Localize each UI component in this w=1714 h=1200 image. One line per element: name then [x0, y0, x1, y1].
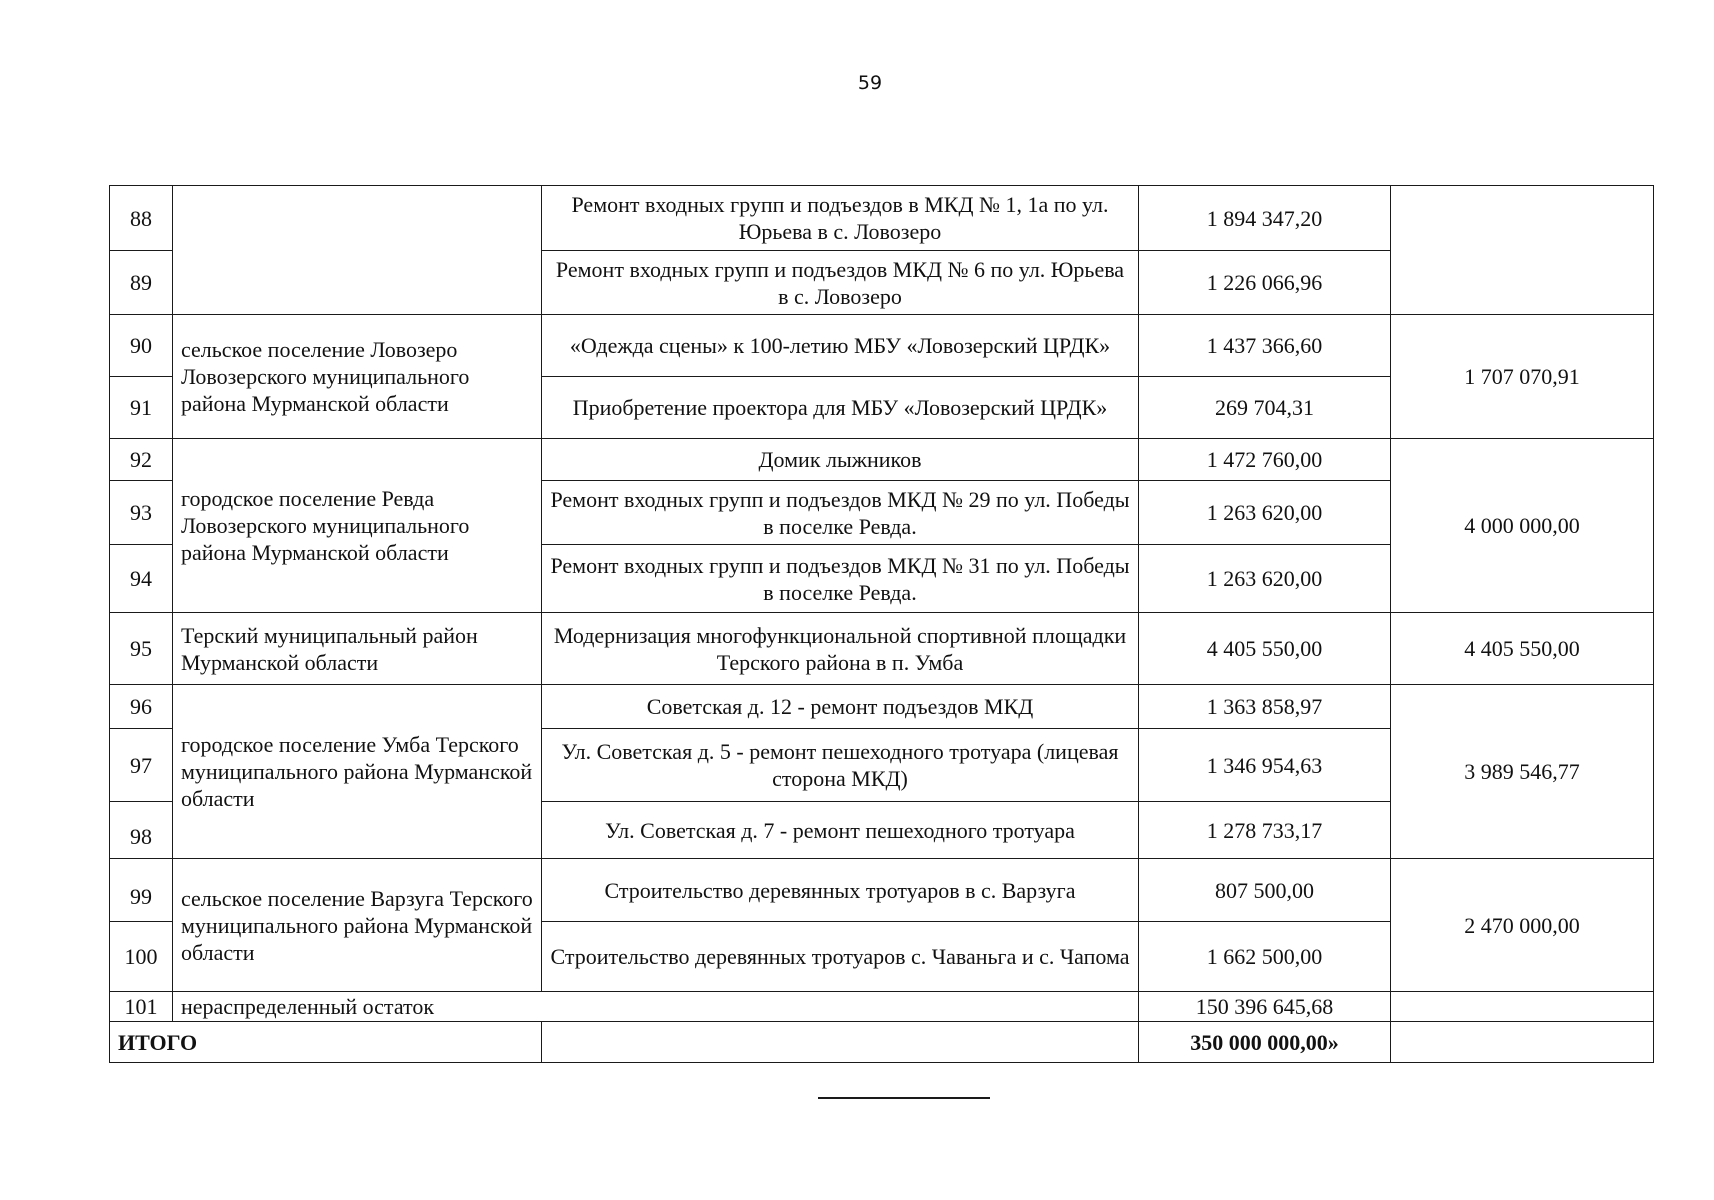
row-number: 100 [110, 922, 173, 992]
project-amount: 1 278 733,17 [1139, 802, 1391, 859]
project-name: Советская д. 12 - ремонт подъездов МКД [542, 685, 1139, 729]
project-name: Ул. Советская д. 5 - ремонт пешеходного тротуара (лицевая сторона МКД) [542, 729, 1139, 802]
empty-cell [542, 1022, 1139, 1063]
project-name: Приобретение проектора для МБУ «Ловозерский ЦРДК» [542, 377, 1139, 439]
row-number: 91 [110, 377, 173, 439]
table-row [110, 859, 1654, 922]
row-number: 97 [110, 729, 173, 802]
settlement-total: 1 707 070,91 [1391, 315, 1654, 439]
project-name: Ремонт входных групп и подъездов МКД № 31 по ул. Победы в поселке Ревда. [542, 545, 1139, 613]
row-number: 88 [110, 186, 173, 251]
project-name: Домик лыжников [542, 439, 1139, 481]
row-number: 89 [110, 251, 173, 315]
settlement-name: городское поселение Ревда Ловозерского муниципального района Мурманской области [173, 439, 542, 613]
row-number: 99 [110, 859, 173, 922]
settlement-total: 4 405 550,00 [1391, 613, 1654, 685]
row-number: 92 [110, 439, 173, 481]
project-amount: 1 472 760,00 [1139, 439, 1391, 481]
project-name: Ремонт входных групп и подъездов МКД № 29 по ул. Победы в поселке Ревда. [542, 481, 1139, 545]
row-number: 93 [110, 481, 173, 545]
settlement-name [173, 186, 542, 315]
project-name: Ул. Советская д. 7 - ремонт пешеходного тротуара [542, 802, 1139, 859]
settlement-total: 3 989 546,77 [1391, 685, 1654, 859]
project-name: Строительство деревянных тротуаров с. Чаваньга и с. Чапома [542, 922, 1139, 992]
table-row [110, 439, 1654, 481]
end-of-document-rule [818, 1097, 990, 1099]
grand-total-label: ИТОГО [110, 1022, 542, 1063]
table-row [110, 315, 1654, 377]
project-amount: 1 346 954,63 [1139, 729, 1391, 802]
table-row-remainder [110, 992, 1654, 1022]
row-number: 96 [110, 685, 173, 729]
settlement-total: 2 470 000,00 [1391, 859, 1654, 992]
table-row [110, 186, 1654, 251]
project-amount: 1 226 066,96 [1139, 251, 1391, 315]
project-amount: 4 405 550,00 [1139, 613, 1391, 685]
project-amount: 1 662 500,00 [1139, 922, 1391, 992]
empty-cell [1391, 1022, 1654, 1063]
project-name: Строительство деревянных тротуаров в с. Варзуга [542, 859, 1139, 922]
settlement-name: городское поселение Умба Терского муниципального района Мурманской области [173, 685, 542, 859]
row-number: 98 [110, 802, 173, 859]
project-amount: 1 263 620,00 [1139, 545, 1391, 613]
project-amount: 1 437 366,60 [1139, 315, 1391, 377]
settlement-total [1391, 186, 1654, 315]
grand-total-amount: 350 000 000,00» [1139, 1022, 1391, 1063]
settlement-name: Терский муниципальный район Мурманской области [173, 613, 542, 685]
table-row [110, 685, 1654, 729]
remainder-amount: 150 396 645,68 [1139, 992, 1391, 1022]
project-amount: 807 500,00 [1139, 859, 1391, 922]
project-amount: 1 263 620,00 [1139, 481, 1391, 545]
row-number: 94 [110, 545, 173, 613]
project-amount: 1 894 347,20 [1139, 186, 1391, 251]
row-number: 90 [110, 315, 173, 377]
project-name: «Одежда сцены» к 100-летию МБУ «Ловозерский ЦРДК» [542, 315, 1139, 377]
settlement-name: сельское поселение Варзуга Терского муниципального района Мурманской области [173, 859, 542, 992]
project-amount: 269 704,31 [1139, 377, 1391, 439]
project-name: Ремонт входных групп и подъездов МКД № 6 по ул. Юрьева в с. Ловозеро [542, 251, 1139, 315]
row-number: 101 [110, 992, 173, 1022]
grant-distribution-table [109, 185, 1654, 1063]
project-amount: 1 363 858,97 [1139, 685, 1391, 729]
settlement-total: 4 000 000,00 [1391, 439, 1654, 613]
project-name: Модернизация многофункциональной спортивной площадки Терского района в п. Умба [542, 613, 1139, 685]
project-name: Ремонт входных групп и подъездов в МКД № 1, 1а по ул. Юрьева в с. Ловозеро [542, 186, 1139, 251]
table-row [110, 613, 1654, 685]
page-number: 59 [857, 72, 883, 94]
row-number: 95 [110, 613, 173, 685]
remainder-label: нераспределенный остаток [173, 992, 1139, 1022]
table-row-grand-total [110, 1022, 1654, 1063]
settlement-name: сельское поселение Ловозеро Ловозерского муниципального района Мурманской области [173, 315, 542, 439]
empty-cell [1391, 992, 1654, 1022]
